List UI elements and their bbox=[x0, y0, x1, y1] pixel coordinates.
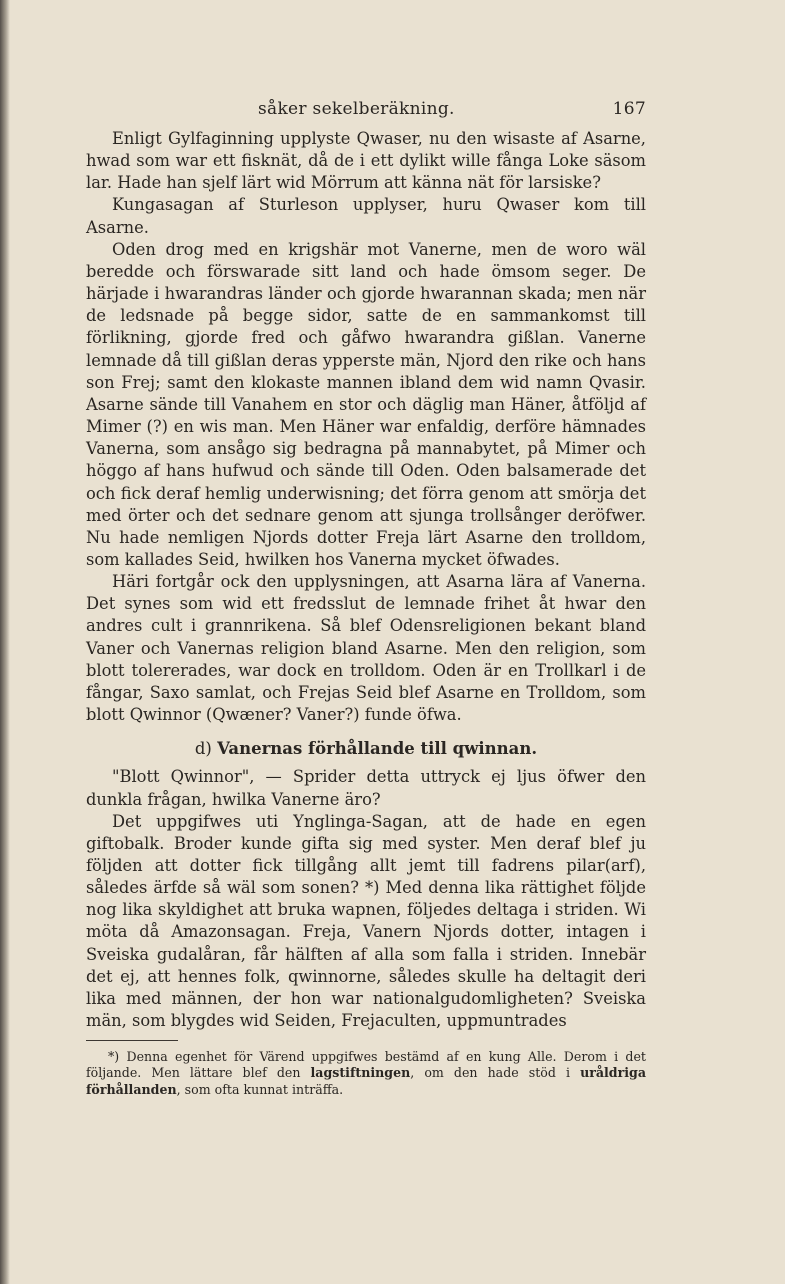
paragraph: Det uppgifwes uti Ynglinga-Sagan, att de hade en egen giftobalk. Broder kunde gifta sig med syster. Men deraf blef ju följden att dotter fick tillgång allt jemt till fadrens pilar(arf), således ärfde så wäl som sonen? *) Med denna lika rättighet följde nog lika skyldighet att bruka wapnen, följedes deltaga i striden. Wi möta då Amazonsagan. Freja, Vanern Njords dotter, intagen i Sveiska gudalåran, får hälften af alla som falla i striden. Innebär det ej, att hennes folk, qwinnorne, således skulle ha deltagit deri lika med männen, der hon war nationalgudomligheten? Sveiska män, som blygdes wid Seiden, Frejaculten, uppmuntrades bbox=[86, 811, 646, 1031]
section-number: d) bbox=[194, 739, 212, 759]
footnote-rule bbox=[86, 1040, 178, 1041]
footnote bbox=[86, 1049, 646, 1098]
footnote-text: Denna egenhet för Värend uppgifwes bestämd af en kung Alle. Derom i det följande. Men lättare blef den bbox=[86, 1049, 646, 1081]
paragraph: Kungasagan af Sturleson upplyser, huru Qwaser kom till Asarne. bbox=[86, 195, 646, 237]
text-block bbox=[86, 98, 646, 1098]
footnote-text: , som ofta kunnat inträffa. bbox=[176, 1081, 344, 1097]
footnote-emphasis: uråldriga förhållanden bbox=[86, 1065, 646, 1097]
page-number: 167 bbox=[612, 99, 646, 119]
running-head-title: såker sekelberäkning. bbox=[258, 99, 455, 119]
section-title: Vanernas förhållande till qwinnan. bbox=[217, 739, 538, 759]
paragraph: Oden drog med en krigshär mot Vanerne, men de woro wäl beredde och förswarade sitt land och hade ömsom seger. De härjade i hwarandras länder och gjorde hwarannan skada; men när de ledsnade på begge sidor, satte de en sammankomst till förlikning, gjorde fred och gåfwo hwarandra gißlan. Vanerne lemnade då till gißlan deras ypperste män, Njord den rike och hans son Frej; samt den klokaste mannen ibland dem wid namn Qvasir. Asarne sände till Vanahem en stor och däglig man Häner, åtföljd af Mimer (?) en wis man. Men Häner war enfaldig, derföre hämnades Vanerna, som ansågo sig bedragna på mannabytet, på Mimer och höggo af hans hufwud och sände till Oden. Oden balsamerade det och fick deraf hemlig underwisning; det förra genom att smörja det med örter och det sednare genom att sjunga trollsånger deröfwer. Nu hade nemligen Njords dotter Freja lärt Asarne den trolldom, som kallades Seid, hwilken hos Vanerna mycket öfwades. bbox=[86, 239, 646, 569]
paragraph: Enligt Gylfaginning upplyste Qwaser, nu den wisaste af Asarne, hwad som war ett fisknät, då de i ett dylikt wille fånga Loke säsom lar. Hade han sjelf lärt wid Mörrum att känna nät för larsiske? bbox=[86, 129, 646, 193]
footnote-marker: *) bbox=[108, 1049, 120, 1065]
book-spine-shadow bbox=[0, 0, 10, 1284]
paragraph: "Blott Qwinnor", — Sprider detta uttryck ej ljus öfwer den dunkla frågan, hwilka Vanerne äro? bbox=[86, 767, 646, 809]
running-head bbox=[86, 98, 646, 128]
paragraph: Häri fortgår ock den upplysningen, att Asarna lära af Vanerna. Det synes som wid ett fredsslut de lemnade frihet åt hwar den andres cult i grannrikena. Så blef Odensreligionen bekant bland Vaner och Vanernas religion bland Asarne. Men den religion, som blott tolererades, war dock en trolldom. Oden är en Trollkarl i de fångar, Saxo samlat, och Frejas Seid blef Asarne en Trolldom, som blott Qwinnor (Qwæner? Vaner?) funde öfwa. bbox=[86, 572, 646, 725]
footnote-text: , om den hade stöd i bbox=[410, 1065, 570, 1081]
section-heading bbox=[86, 738, 646, 760]
footnote-emphasis: lagstiftningen bbox=[310, 1065, 411, 1081]
